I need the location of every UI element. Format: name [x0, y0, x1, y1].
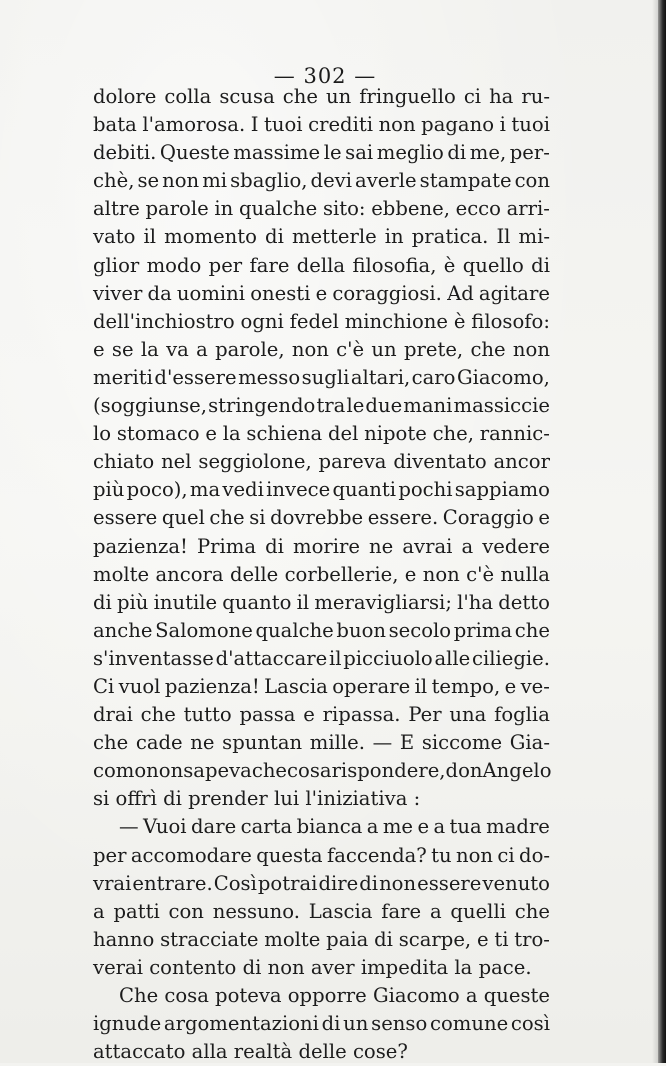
text-line: (soggiunse, stringendo tra le due mani massiccie	[93, 394, 550, 418]
text-line: vrai entrare. Così potrai dire di non essere venuto	[93, 871, 550, 895]
text-line: anche Salomone qualche buon secolo prima che	[93, 618, 550, 642]
page-edge	[658, 0, 666, 1063]
text-line: como non sapeva che cosa rispondere, don Angelo	[93, 759, 552, 783]
text-line: più poco), ma vedi invece quanti pochi sappiamo	[93, 478, 550, 502]
text-line: chè, se non mi sbaglio, devi averle stampate con	[93, 169, 550, 193]
text-line: e se la va a parole, non c'è un prete, che non	[93, 337, 550, 361]
text-line: s'inventasse d'attaccare il picciuolo alle ciliegie.	[93, 646, 550, 670]
text-line: glior modo per fare della filosofia, è quello di	[93, 253, 550, 277]
body-text	[93, 83, 550, 1066]
text-line: che cade ne spuntan mille. — E siccome Gia-	[93, 731, 550, 755]
text-line: attaccato alla realtà delle cose?	[93, 1040, 408, 1064]
text-line: drai che tutto passa e ripassa. Per una foglia	[93, 703, 550, 727]
text-line: altre parole in qualche sito: ebbene, ecco arri-	[93, 197, 550, 221]
text-line: ignude argomentazioni di un senso comune così	[93, 1012, 550, 1036]
text-line: vato il momento di metterle in pratica. Il mi-	[93, 225, 550, 249]
text-line: si offrì di prender lui l'iniziativa :	[93, 787, 421, 811]
text-line: — Vuoi dare carta bianca a me e a tua madre	[119, 815, 550, 839]
text-line: bata l'amorosa. I tuoi crediti non pagano i tuoi	[93, 113, 550, 137]
text-line: a patti con nessuno. Lascia fare a quelli che	[93, 899, 550, 923]
text-line: Che cosa poteva opporre Giacomo a queste	[119, 984, 550, 1007]
text-line: chiato nel seggiolone, pareva diventato ancor	[93, 450, 550, 474]
text-line: debiti. Queste massime le sai meglio di me, per-	[93, 141, 550, 165]
text-line: essere quel che si dovrebbe essere. Coraggio e	[93, 506, 550, 530]
text-line: per accomodare questa faccenda? tu non ci do-	[93, 843, 550, 867]
page-number: — 302 —	[273, 64, 377, 88]
text-line: di più inutile quanto il meravigliarsi; l'ha detto	[93, 590, 550, 614]
text-line: pazienza! Prima di morire ne avrai a vedere	[93, 534, 550, 558]
text-line: hanno stracciate molte paia di scarpe, e ti tro-	[93, 927, 550, 951]
text-line: verai contento di non aver impedita la pace.	[93, 955, 532, 979]
text-line: lo stomaco e la schiena del nipote che, rannic-	[93, 422, 550, 446]
text-line: dell'inchiostro ogni fedel minchione è filosofo:	[93, 309, 550, 333]
text-line: molte ancora delle corbellerie, e non c'è nulla	[93, 562, 550, 586]
text-line: meriti d'essere messo sugli altari, caro Giacomo,	[93, 365, 550, 389]
text-line: viver da uomini onesti e coraggiosi. Ad agitare	[93, 281, 550, 305]
text-line: dolore colla scusa che un fringuello ci ha ru-	[93, 85, 550, 108]
text-line: Ci vuol pazienza! Lascia operare il tempo, e ve-	[93, 674, 550, 698]
